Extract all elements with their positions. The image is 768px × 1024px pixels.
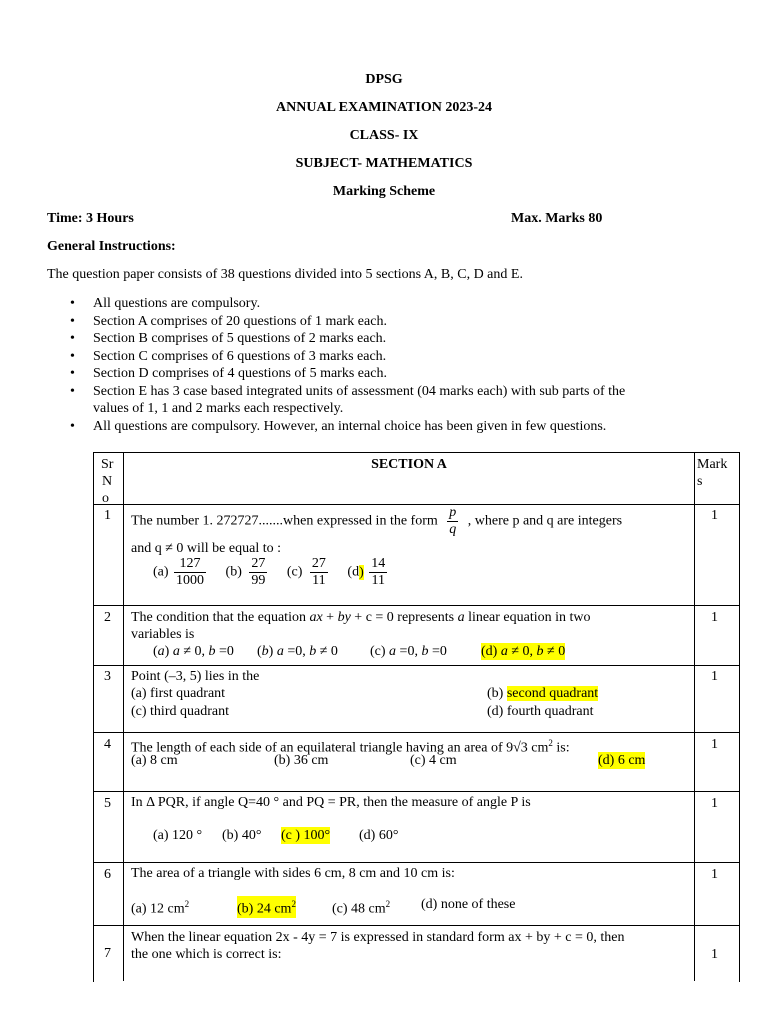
subject-label: SUBJECT- MATHEMATICS	[295, 156, 473, 171]
question-4-line1	[131, 735, 570, 757]
question-marks: 1	[711, 610, 718, 625]
col-header-section: SECTION A	[371, 457, 447, 472]
instructions-intro: The question paper consists of 38 questions divided into 5 sections A, B, C, D and E.	[47, 267, 523, 282]
question-4-option-b: (b) 36 cm	[274, 753, 329, 768]
question-number: 3	[104, 669, 111, 684]
table-col-divider	[123, 452, 124, 981]
option-text: (c) 48 cm	[332, 901, 386, 917]
question-5-line1: In Δ PQR, if angle Q=40 ° and PQ = PR, then the measure of angle P is	[131, 795, 531, 810]
question-marks: 1	[711, 737, 718, 752]
option-label: (b)	[487, 686, 504, 701]
question-6-option-b-answer	[237, 896, 296, 918]
time-label: Time: 3 Hours	[47, 211, 134, 226]
fraction-denominator: q	[449, 522, 457, 537]
table-row-divider	[93, 732, 740, 733]
question-6-option-c	[332, 896, 390, 918]
instruction-item: • All questions are compulsory.	[47, 295, 727, 313]
fraction-numerator: 127	[174, 556, 206, 573]
question-7-line1: When the linear equation 2x - 4y = 7 is expressed in standard form ax + by + c = 0, then	[131, 930, 625, 945]
question-2-line2: variables is	[131, 627, 195, 642]
question-2-option-b: (b) a =0, b ≠ 0	[257, 644, 338, 659]
question-5-option-b: (b) 40°	[222, 828, 262, 843]
question-marks: 1	[711, 947, 718, 962]
question-3-option-b	[487, 685, 598, 702]
question-1-options	[153, 556, 387, 589]
question-marks: 1	[711, 867, 718, 882]
max-marks-label: Max. Marks 80	[511, 211, 603, 226]
question-text: The length of each side of an equilateral triangle having an area of 9√3 cm	[131, 740, 549, 756]
col-header-sr-line: Sr	[101, 457, 114, 472]
question-text: , where p and q are integers	[467, 513, 623, 529]
question-1-line1	[131, 505, 622, 538]
superscript: 2	[385, 899, 391, 909]
instruction-item: • Section D comprises of 4 questions of 5 marks each.	[47, 365, 727, 383]
fraction-p-over-q	[447, 505, 458, 538]
answer-highlight: second quadrant	[506, 686, 599, 701]
col-header-sr-line: N	[102, 474, 113, 489]
instruction-item-continued	[47, 400, 727, 418]
fraction-numerator: p	[449, 505, 457, 520]
question-4-option-c: (c) 4 cm	[410, 753, 457, 768]
instruction-item: • All questions are compulsory. However, an internal choice has been given in few questions.	[47, 418, 727, 436]
question-3-option-d: (d) fourth quadrant	[487, 704, 594, 719]
question-number: 7	[104, 946, 111, 961]
question-text: The number 1. 272727.......when expressed in the form	[131, 513, 438, 529]
option-label: (c)	[286, 564, 303, 580]
table-row-divider	[93, 605, 740, 606]
fraction-numerator: 27	[311, 556, 326, 571]
school-name: DPSG	[365, 72, 403, 87]
option-label: (d	[347, 564, 360, 580]
class-label: CLASS- IX	[349, 128, 419, 143]
question-marks: 1	[711, 796, 718, 811]
option-label: (a)	[153, 564, 169, 580]
question-3-option-c: (c) third quadrant	[131, 704, 229, 719]
superscript: 2	[291, 899, 296, 909]
question-number: 5	[104, 796, 111, 811]
question-marks: 1	[711, 508, 718, 523]
question-7-line2: the one which is correct is:	[131, 947, 282, 962]
question-5-option-a: (a) 120 °	[153, 828, 203, 843]
instruction-item: • Section A comprises of 20 questions of 1 mark each.	[47, 313, 727, 331]
question-number: 2	[104, 610, 111, 625]
option-c-fraction	[310, 556, 328, 589]
table-row-divider	[93, 665, 740, 666]
option-b-fraction	[249, 556, 267, 589]
option-d-fraction	[369, 556, 387, 589]
fraction-numerator: 14	[371, 556, 386, 571]
option-label: (b)	[225, 564, 242, 580]
question-6-option-a	[131, 896, 189, 918]
instruction-continuation: values of 1, 1 and 2 marks each respectively.	[93, 401, 344, 416]
question-number: 1	[104, 508, 111, 523]
superscript: 2	[184, 899, 190, 909]
exam-title: ANNUAL EXAMINATION 2023-24	[276, 100, 492, 115]
fraction-denominator: 11	[312, 573, 326, 588]
question-3-option-a: (a) first quadrant	[131, 686, 226, 701]
question-4-option-d-answer: (d) 6 cm	[598, 753, 646, 768]
question-3-line1: Point (–3, 5) lies in the	[131, 669, 260, 684]
fraction-denominator: 1000	[176, 573, 205, 588]
fraction-denominator: 11	[371, 573, 385, 588]
option-text: (b) 24 cm	[237, 901, 292, 917]
instructions-heading: General Instructions:	[47, 239, 176, 254]
question-2-line1: The condition that the equation ax + by + c = 0 represents a linear equation in two	[131, 610, 591, 625]
col-header-marks	[697, 456, 727, 490]
question-number: 6	[104, 867, 111, 882]
question-5-option-c-answer: (c ) 100°	[281, 828, 331, 843]
superscript: 2	[548, 738, 553, 748]
instruction-item: • Section C comprises of 6 questions of 3 marks each.	[47, 348, 727, 366]
fraction-denominator: 99	[251, 573, 266, 588]
option-text: (a) 12 cm	[131, 901, 185, 917]
question-text: is:	[552, 740, 570, 756]
col-header-sr-line: o	[102, 491, 109, 506]
answer-highlight: )	[359, 564, 364, 580]
instructions-list	[47, 295, 727, 435]
question-marks: 1	[711, 669, 718, 684]
table-row-divider	[93, 925, 740, 926]
fraction-numerator: 27	[251, 556, 266, 571]
col-header-marks-line: s	[697, 474, 703, 489]
col-header-sr	[101, 456, 113, 507]
col-header-marks-line: Mark	[697, 457, 728, 472]
option-a-fraction	[174, 556, 206, 589]
instruction-item: • Section E has 3 case based integrated units of assessment (04 marks each) with sub parts of the	[47, 383, 727, 401]
question-6-option-d: (d) none of these	[421, 897, 516, 912]
question-number: 4	[104, 737, 111, 752]
table-col-divider	[694, 452, 695, 981]
question-5-option-d: (d) 60°	[359, 828, 399, 843]
question-2-option-c: (c) a =0, b =0	[370, 644, 447, 659]
question-2-option-a: (a) a ≠ 0, b =0	[153, 644, 234, 659]
question-1-line2: and q ≠ 0 will be equal to :	[131, 541, 281, 556]
question-2-option-d-answer: (d) a ≠ 0, b ≠ 0	[481, 644, 566, 659]
instruction-item: • Section B comprises of 5 questions of 2 marks each.	[47, 330, 727, 348]
table-row-divider	[93, 791, 740, 792]
scheme-label: Marking Scheme	[332, 184, 436, 199]
table-row-divider	[93, 862, 740, 863]
question-6-line1: The area of a triangle with sides 6 cm, 8 cm and 10 cm is:	[131, 866, 455, 881]
question-4-option-a: (a) 8 cm	[131, 753, 178, 768]
